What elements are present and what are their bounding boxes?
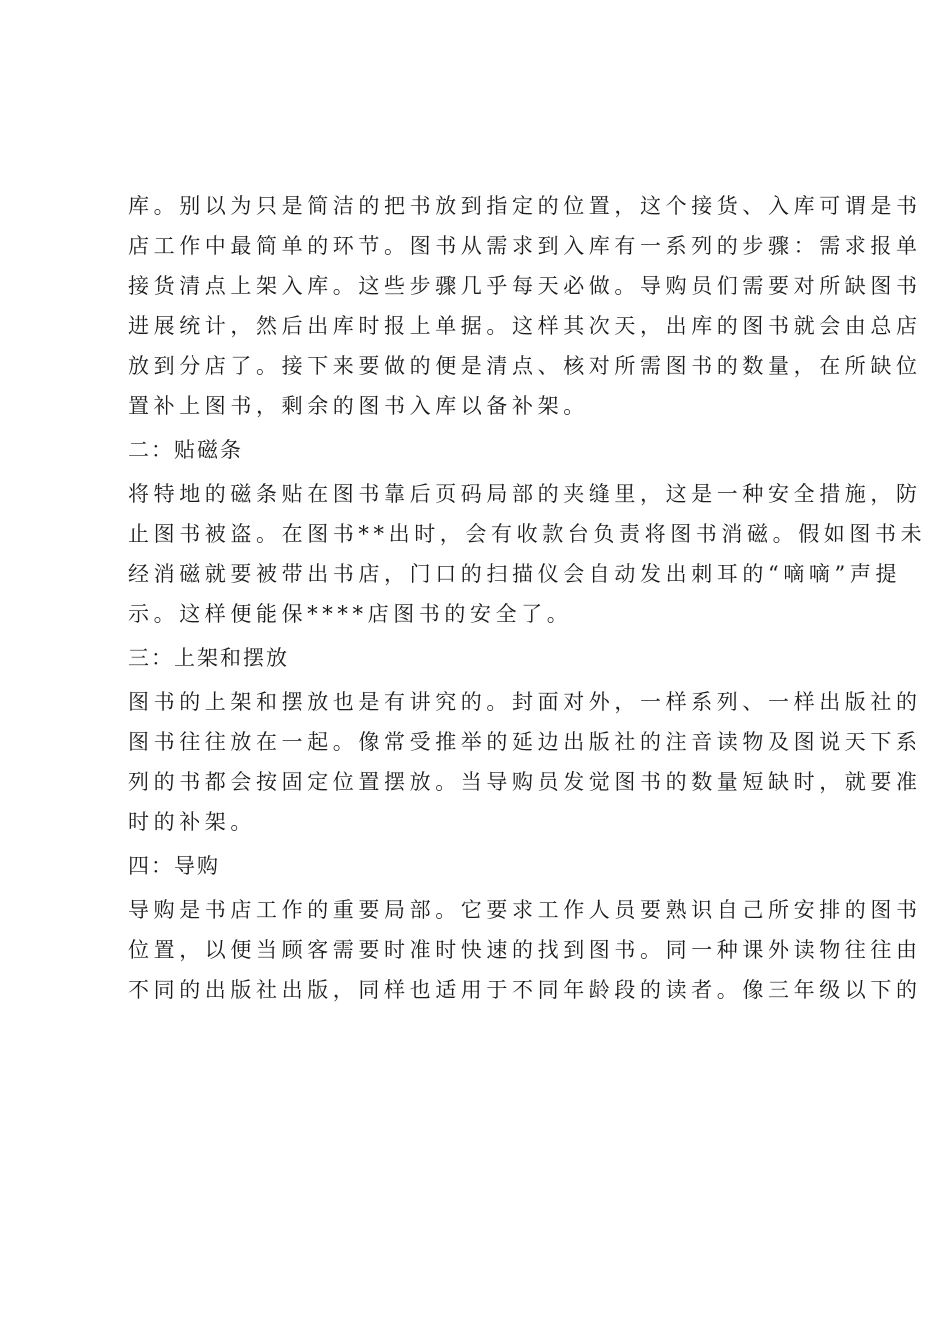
text-line: 库。别以为只是简洁的把书放到指定的位置，这个接货、入库可谓是书 xyxy=(128,194,922,218)
paragraph-shelving xyxy=(128,682,922,842)
text-line: 位置，以便当顾客需要时准时快速的找到图书。同一种课外读物往往由 xyxy=(128,938,922,962)
text-line: 将特地的磁条贴在图书靠后页码局部的夹缝里，这是一种安全措施，防 xyxy=(128,482,922,506)
paragraph-guiding xyxy=(128,890,922,1010)
section-heading-guiding: 四：导购 xyxy=(128,854,220,878)
text-line: 图书往往放在一起。像常受推举的延边出版社的注音读物及图说天下系 xyxy=(128,730,922,754)
document-body xyxy=(128,186,927,1010)
section-heading-magnetic-strip: 二：贴磁条 xyxy=(128,438,243,462)
text-line: 接货清点上架入库。这些步骤几乎每天必做。导购员们需要对所缺图书 xyxy=(128,274,922,298)
text-line: 不同的出版社出版，同样也适用于不同年龄段的读者。像三年级以下的 xyxy=(128,978,922,1002)
text-line: 进展统计，然后出库时报上单据。这样其次天，出库的图书就会由总店 xyxy=(128,314,922,338)
text-line: 经消磁就要被带出书店，门口的扫描仪会自动发出刺耳的“嘀嘀”声提 xyxy=(128,562,902,586)
text-line: 放到分店了。接下来要做的便是清点、核对所需图书的数量，在所缺位 xyxy=(128,354,922,378)
text-line: 列的书都会按固定位置摆放。当导购员发觉图书的数量短缺时，就要准 xyxy=(128,770,922,794)
text-line: 止图书被盗。在图书**出时，会有收款台负责将图书消磁。假如图书未 xyxy=(128,522,927,546)
section-heading-shelving: 三：上架和摆放 xyxy=(128,646,289,670)
text-line: 示。这样便能保****店图书的安全了。 xyxy=(128,602,573,626)
text-line: 图书的上架和摆放也是有讲究的。封面对外，一样系列、一样出版社的 xyxy=(128,690,922,714)
paragraph-magnetic-strip xyxy=(128,474,927,634)
text-line: 置补上图书，剩余的图书入库以备补架。 xyxy=(128,394,589,418)
paragraph-receiving-stocking xyxy=(128,186,922,426)
text-line: 店工作中最简单的环节。图书从需求到入库有一系列的步骤：需求报单 xyxy=(128,234,922,258)
text-line: 导购是书店工作的重要局部。它要求工作人员要熟识自己所安排的图书 xyxy=(128,898,922,922)
text-line: 时的补架。 xyxy=(128,810,256,834)
